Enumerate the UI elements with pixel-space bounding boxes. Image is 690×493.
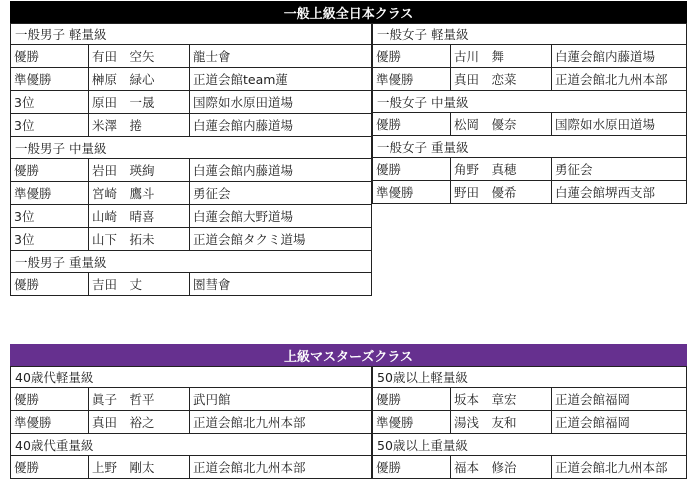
name-cell: 湯浅 友和: [450, 411, 551, 433]
rank-cell: 準優勝: [376, 185, 414, 200]
rank-cell: 優勝: [376, 460, 402, 475]
rank-cell: 準優勝: [14, 186, 52, 201]
name-cell: 上野 剛太: [88, 456, 189, 478]
club-cell: 正道会館北九州本部: [551, 456, 686, 478]
result-row: [372, 181, 687, 204]
club-cell: 国際如水原田道場: [551, 113, 686, 135]
club-cell: 正道会館福岡: [551, 411, 686, 433]
name-cell: 有田 空矢: [88, 45, 189, 67]
club-cell: 正道会館福岡: [551, 388, 686, 410]
rank-cell: 準優勝: [14, 415, 52, 430]
club-cell: 勇征会: [189, 182, 371, 204]
club-cell: 白蓮会館内藤道場: [189, 159, 371, 181]
category-label: 40歳代重量級: [10, 434, 372, 456]
category-label: 一般女子 軽量級: [372, 23, 687, 45]
rank-cell: 3位: [14, 95, 35, 110]
name-cell: 古川 舞: [450, 45, 551, 67]
category-label: 一般男子 中量級: [10, 137, 372, 159]
results-column-right: [372, 366, 687, 479]
rank-cell: 3位: [14, 209, 35, 224]
club-cell: 正道会館北九州本部: [189, 456, 371, 478]
name-cell: 山崎 晴喜: [88, 205, 189, 227]
category-label: 一般女子 中量級: [372, 91, 687, 113]
name-cell: 吉田 丈: [88, 273, 189, 295]
name-cell: 米澤 捲: [88, 114, 189, 136]
rank-cell: 準優勝: [376, 415, 414, 430]
rank-cell: 優勝: [376, 392, 402, 407]
club-cell: 国際如水原田道場: [189, 91, 371, 113]
club-cell: 正道会館team蓮: [189, 68, 371, 90]
name-cell: 松岡 優奈: [450, 113, 551, 135]
club-cell: 白蓮会館内藤道場: [189, 114, 371, 136]
section-header-general: 一般上級全日本クラス: [10, 1, 687, 23]
name-cell: 福本 修治: [450, 456, 551, 478]
club-cell: 白蓮会館堺西支部: [551, 181, 686, 203]
result-row: [10, 228, 372, 251]
name-cell: 眞子 哲平: [88, 388, 189, 410]
category-label: 一般男子 重量級: [10, 251, 372, 273]
result-row: [10, 91, 372, 114]
category-label: 一般女子 重量級: [372, 136, 687, 158]
name-cell: 岩田 瑛絢: [88, 159, 189, 181]
club-cell: 正道会館北九州本部: [551, 68, 686, 90]
result-row: [10, 388, 372, 411]
rank-cell: 優勝: [376, 49, 402, 64]
club-cell: 龍士會: [189, 45, 371, 67]
name-cell: 原田 一晟: [88, 91, 189, 113]
club-cell: 白蓮会館大野道場: [189, 205, 371, 227]
club-cell: 正道会館タクミ道場: [189, 228, 371, 250]
results-column-left: [10, 23, 372, 296]
name-cell: 山下 拓未: [88, 228, 189, 250]
rank-cell: 優勝: [14, 163, 40, 178]
category-label: 50歳以上軽量級: [372, 366, 687, 388]
rank-cell: 優勝: [376, 162, 402, 177]
name-cell: 宮崎 鷹斗: [88, 182, 189, 204]
rank-cell: 3位: [14, 232, 35, 247]
club-cell: 正道会館北九州本部: [189, 411, 371, 433]
club-cell: 武円館: [189, 388, 371, 410]
result-row: [10, 456, 372, 479]
result-row: [10, 182, 372, 205]
rank-cell: 準優勝: [376, 72, 414, 87]
rank-cell: 優勝: [376, 117, 402, 132]
rank-cell: 3位: [14, 118, 35, 133]
rank-cell: 準優勝: [14, 72, 52, 87]
result-row: [10, 68, 372, 91]
category-label: 一般男子 軽量級: [10, 23, 372, 45]
result-row: [372, 68, 687, 91]
result-row: [10, 45, 372, 68]
club-cell: 勇征会: [551, 158, 686, 180]
result-row: [10, 411, 372, 434]
club-cell: 白蓮会館内藤道場: [551, 45, 686, 67]
name-cell: 榊原 緑心: [88, 68, 189, 90]
result-row: [372, 113, 687, 136]
result-row: [10, 159, 372, 182]
category-label: 50歳以上重量級: [372, 434, 687, 456]
results-column-left: [10, 366, 372, 479]
result-row: [372, 158, 687, 181]
result-row: [10, 273, 372, 296]
name-cell: 真田 裕之: [88, 411, 189, 433]
name-cell: 角野 真穂: [450, 158, 551, 180]
result-row: [372, 388, 687, 411]
club-cell: 圏彗會: [189, 273, 371, 295]
rank-cell: 優勝: [14, 392, 40, 407]
results-column-right: [372, 23, 687, 204]
rank-cell: 優勝: [14, 49, 40, 64]
result-row: [10, 114, 372, 137]
section-header-masters: 上級マスターズクラス: [10, 344, 687, 366]
result-row: [372, 456, 687, 479]
result-row: [372, 411, 687, 434]
category-label: 40歳代軽量級: [10, 366, 372, 388]
name-cell: 野田 優希: [450, 181, 551, 203]
name-cell: 坂本 章宏: [450, 388, 551, 410]
rank-cell: 優勝: [14, 277, 40, 292]
rank-cell: 優勝: [14, 460, 40, 475]
result-row: [10, 205, 372, 228]
result-row: [372, 45, 687, 68]
name-cell: 真田 恋菜: [450, 68, 551, 90]
